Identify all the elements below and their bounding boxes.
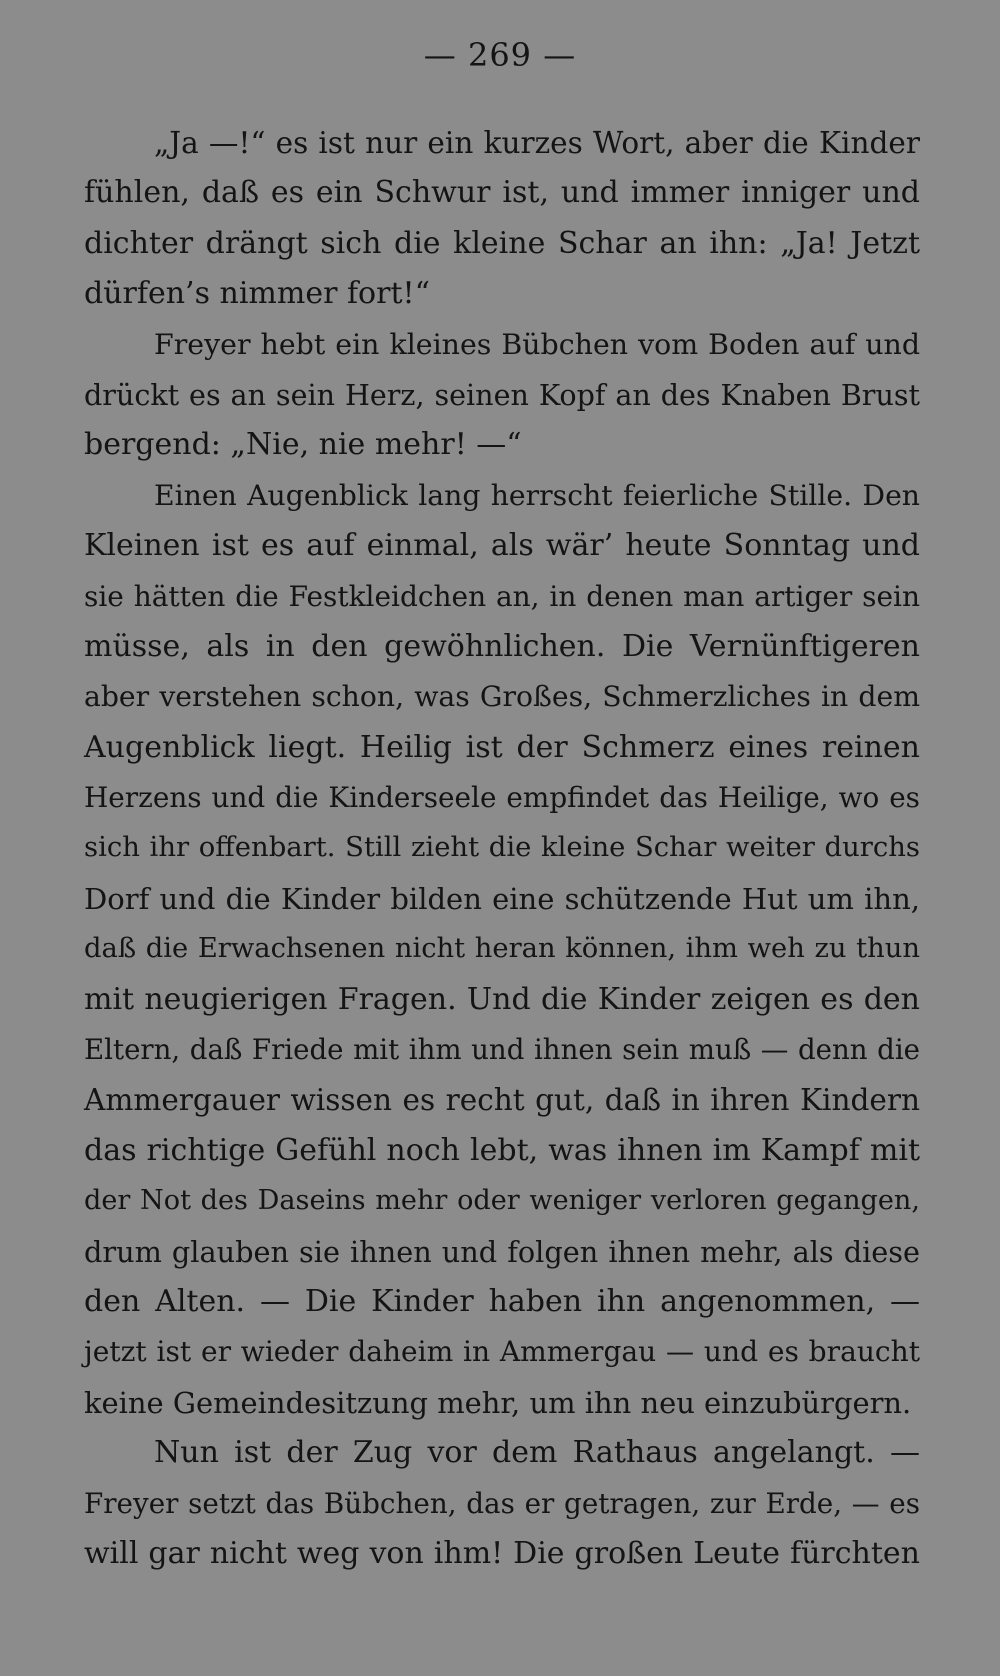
- text-line: Nun ist der Zug vor dem Rathaus angelangt. —: [154, 1435, 920, 1471]
- text-line: dichter drängt sich die kleine Schar an ihn: „Ja! Jetzt: [84, 225, 920, 261]
- text-line: bergend: „Nie, nie mehr! —“: [84, 427, 522, 463]
- text-line: Ammergauer wissen es recht gut, daß in ihren Kindern: [84, 1083, 920, 1118]
- text-line: der Not des Daseins mehr oder weniger verloren gegangen,: [84, 1185, 920, 1217]
- text-line: Freyer hebt ein kleines Bübchen vom Boden auf und: [154, 327, 920, 361]
- text-line: fühlen, daß es ein Schwur ist, und immer inniger und: [84, 175, 920, 211]
- text-line: drum glauben sie ihnen und folgen ihnen mehr, als diese: [84, 1234, 920, 1269]
- text-line: Freyer setzt das Bübchen, das er getragen, zur Erde, — es: [84, 1486, 920, 1520]
- text-line: Einen Augenblick lang herrscht feierliche Stille. Den: [154, 478, 920, 512]
- page-number: — 269 —: [423, 36, 577, 74]
- text-line: dürfen’s nimmer fort!“: [84, 276, 430, 312]
- text-line: Herzens und die Kinderseele empfindet das Heilige, wo es: [84, 781, 920, 815]
- text-line: Eltern, daß Friede mit ihm und ihnen sein muß — denn die: [84, 1033, 920, 1067]
- text-line: Augenblick liegt. Heilig ist der Schmerz eines reinen: [84, 729, 920, 765]
- text-line: Kleinen ist es auf einmal, als wär’ heute Sonntag und: [84, 528, 920, 564]
- text-line: keine Gemeindesitzung mehr, um ihn neu einzubürgern.: [84, 1385, 912, 1420]
- text-line: müsse, als in den gewöhnlichen. Die Vernünftigeren: [84, 628, 920, 664]
- text-line: sie hätten die Festkleidchen an, in denen man artiger sein: [84, 579, 920, 613]
- text-line: will gar nicht weg von ihm! Die großen Leute fürchten: [84, 1535, 920, 1571]
- text-line: Dorf und die Kinder bilden eine schützende Hut um ihn,: [84, 881, 920, 916]
- text-line: sich ihr offenbart. Still zieht die kleine Schar weiter durchs: [84, 832, 920, 864]
- text-line: „Ja —!“ es ist nur ein kurzes Wort, aber die Kinder: [154, 126, 920, 160]
- text-line: mit neugierigen Fragen. Und die Kinder zeigen es den: [84, 981, 920, 1017]
- text-line: das richtige Gefühl noch lebt, was ihnen im Kampf mit: [84, 1132, 920, 1168]
- text-line: daß die Erwachsenen nicht heran können, ihm weh zu thun: [84, 933, 920, 965]
- text-line: jetzt ist er wieder daheim in Ammergau — und es braucht: [84, 1335, 920, 1369]
- body-text: [84, 118, 920, 1579]
- text-line: aber verstehen schon, was Großes, Schmerzliches in dem: [84, 680, 920, 714]
- text-line: den Alten. — Die Kinder haben ihn angenommen, —: [84, 1283, 920, 1319]
- text-line: drückt es an sein Herz, seinen Kopf an des Knaben Brust: [84, 377, 920, 412]
